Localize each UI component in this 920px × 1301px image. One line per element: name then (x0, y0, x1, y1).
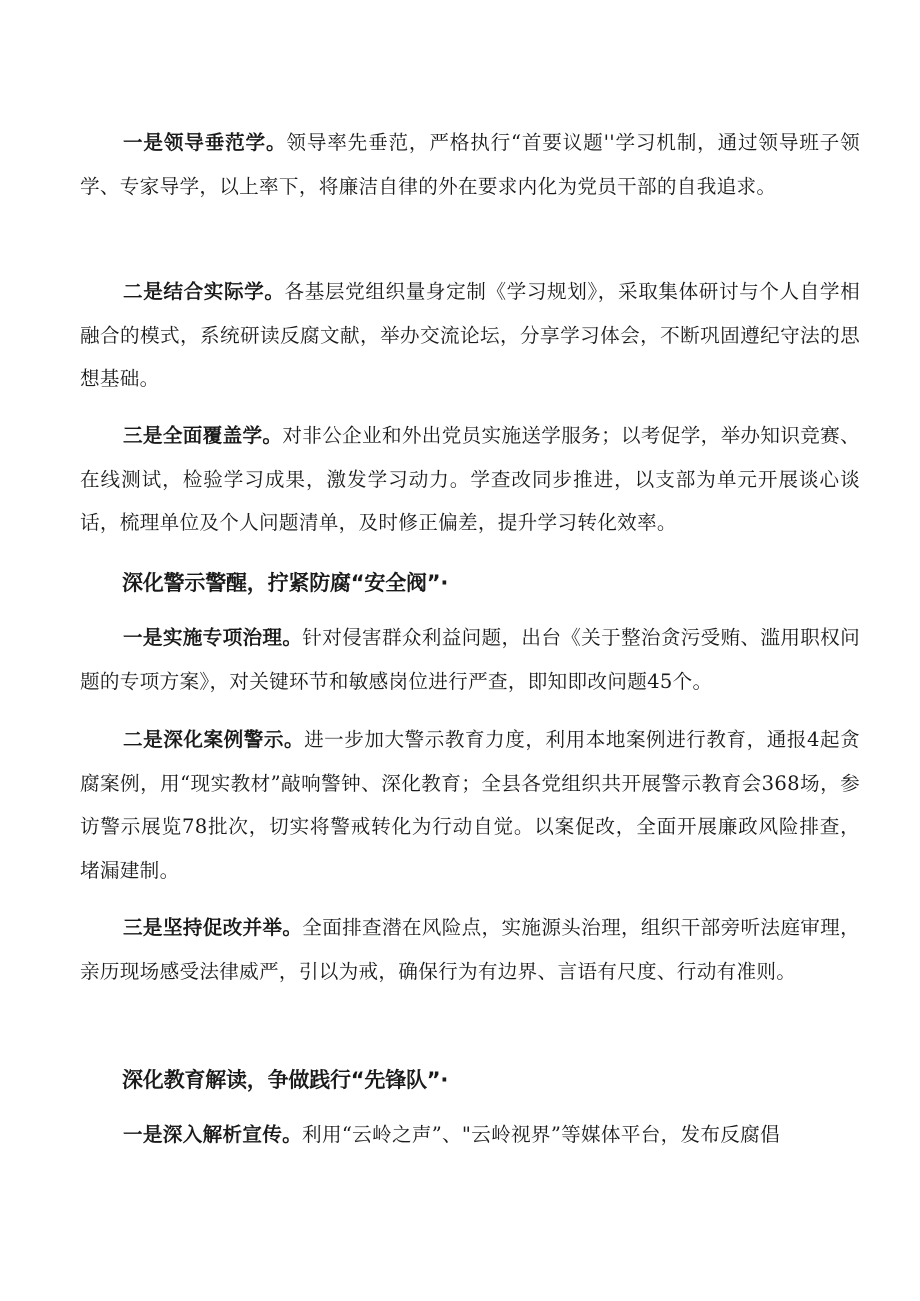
paragraph-publicity (80, 1113, 860, 1157)
paragraph-body: 全面排查潜在风险点，实施源头治理，组织干部旁听法庭审理，亲历现场感受法律威严，引以为戒，确保行为有边界、言语有尺度、行动有准则。 (80, 916, 860, 983)
paragraph-case-warning (80, 718, 860, 892)
paragraph-body: 领导率先垂范，严格执行“首要议题''学习机制，通过领导班子领学、专家导学，以上率下，将廉洁自律的外在要求内化为党员干部的自我追求。 (80, 131, 861, 198)
paragraph-lead: 三是全面覆盖学。 (123, 424, 283, 447)
paragraph-practical-study (80, 270, 860, 401)
paragraph-body: 对非公企业和外出党员实施送学服务；以考促学，举办知识竞赛、在线测试，检验学习成果，激发学习动力。学查改同步推进，以支部为单元开展谈心谈话，梳理单位及个人问题清单，及时修正偏差，提升学习转化效率。 (80, 424, 860, 534)
paragraph-lead: 一是深入解析宣传。 (123, 1123, 303, 1146)
paragraph-lead: 二是深化案例警示。 (123, 728, 305, 751)
paragraph-leadership-study (80, 121, 860, 208)
paragraph-body: 利用“云岭之声”、"云岭视界”等媒体平台，发布反腐倡 (302, 1123, 780, 1146)
paragraph-lead: 一是实施专项治理。 (123, 626, 303, 649)
paragraph-body: 各基层党组织量身定制《学习规划》，采取集体研讨与个人自学相融合的模式，系统研读反腐文献，举办交流论坛，分享学习体会，不断巩固遵纪守法的思想基础。 (80, 280, 861, 390)
paragraph-body: 针对侵害群众利益问题，出台《关于整治贪污受贿、滥用职权问题的专项方案》，对关键环节和敏感岗位进行严查，即知即改问题45个。 (80, 626, 860, 693)
paragraph-special-governance (80, 616, 860, 703)
paragraph-promote-reform (80, 906, 860, 993)
paragraph-lead: 三是坚持促改并举。 (123, 916, 303, 939)
paragraph-lead: 一是领导垂范学。 (123, 131, 287, 154)
paragraph-body: 进一步加大警示教育力度，利用本地案例进行教育，通报4起贪腐案例，用“现实教材”敲响警钟、深化教育；全县各党组织共开展警示教育会368场，参访警示展览78批次，切实将警戒转化为行动自觉。以案促改，全面开展廉政风险排查，堵漏建制。 (80, 728, 860, 882)
paragraph-full-coverage-study (80, 414, 860, 545)
paragraph-lead: 二是结合实际学。 (123, 280, 285, 303)
section-heading-warning: 深化警示警醒，拧紧防腐“安全阀”· (122, 571, 449, 595)
section-heading-education: 深化教育解读，争做践行“先锋队”· (122, 1068, 449, 1092)
